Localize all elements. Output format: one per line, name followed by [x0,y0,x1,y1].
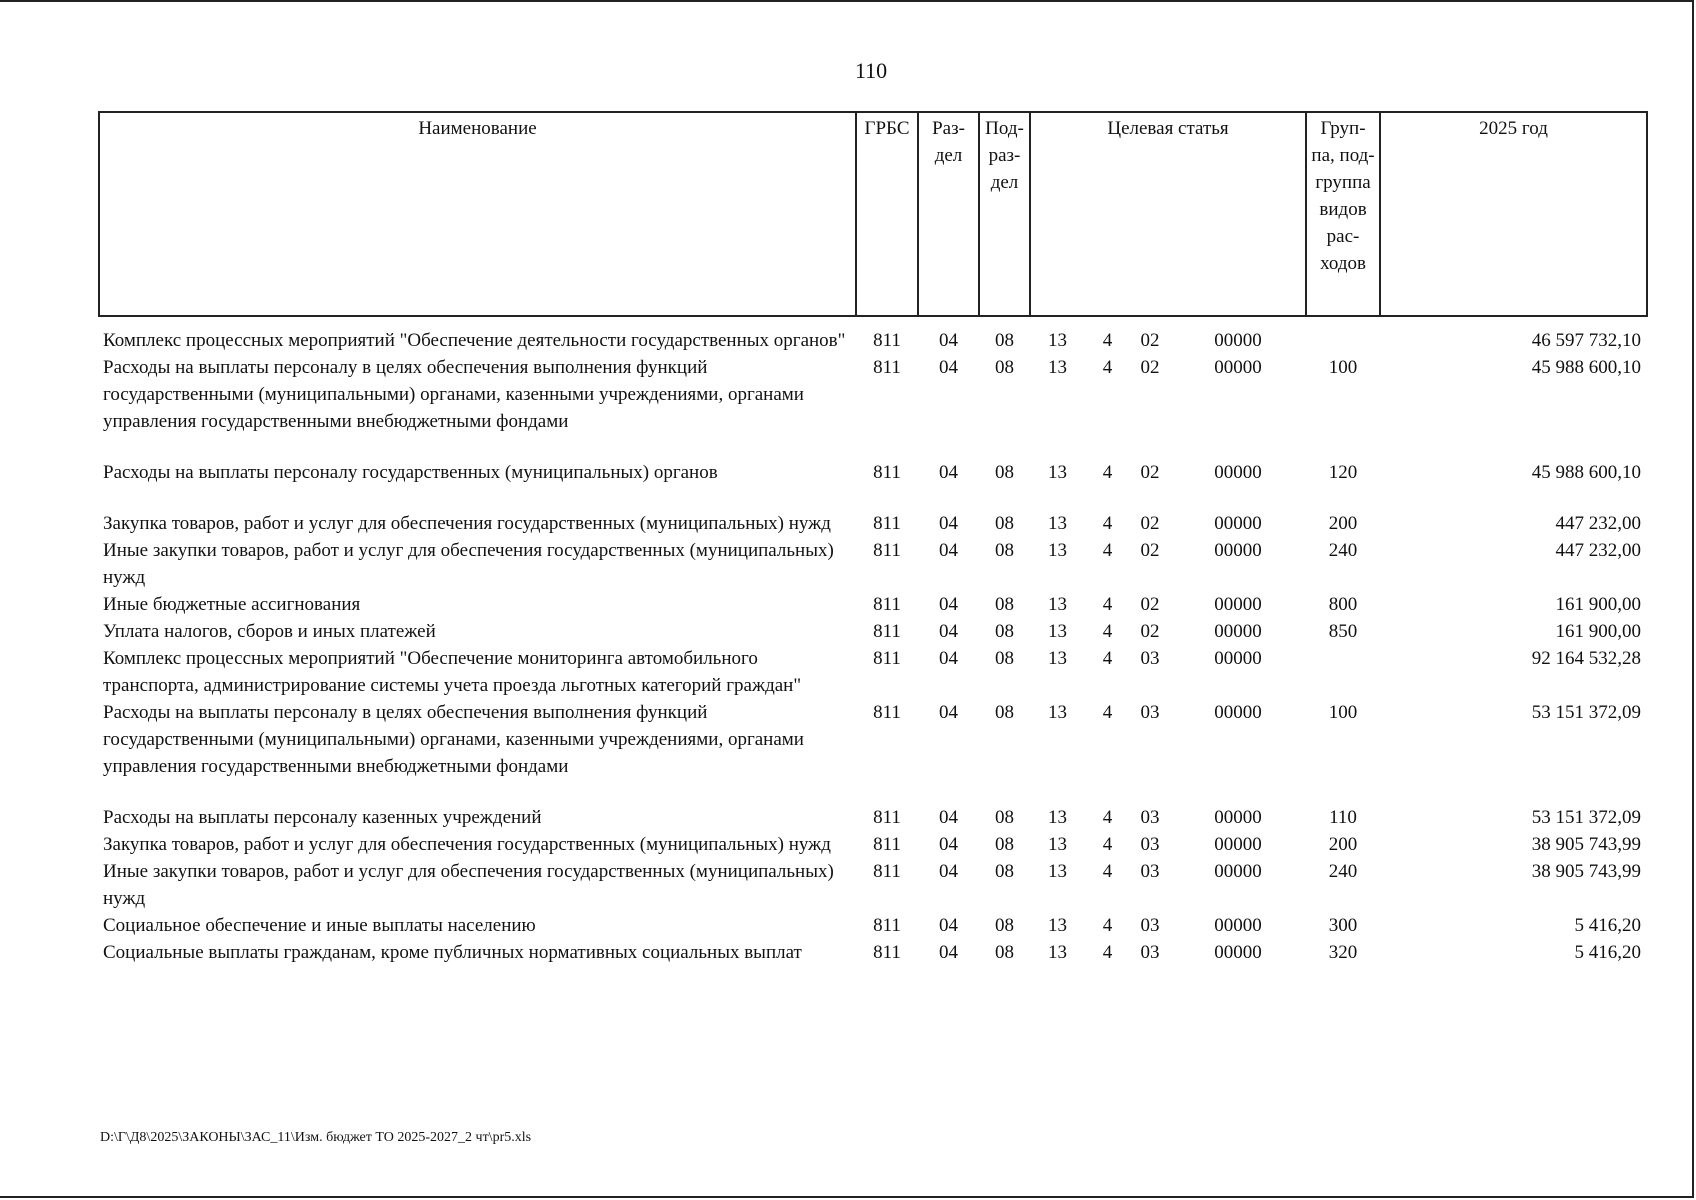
row-razdel: 04 [939,462,958,483]
row-grbs: 811 [873,834,901,855]
row-group: 800 [1328,594,1358,615]
row-name: Расходы на выплаты персоналу в целях обеспечения выполнения функций государственными (муниципальными) органами, казенными учреждениями, органами управления государственными внебюджетными фондами [103,702,804,777]
header-podrazdel: Под- раз- дел [979,112,1030,316]
row-razdel: 04 [939,330,958,351]
row-podrazdel: 08 [995,357,1014,378]
row-name: Комплекс процессных мероприятий "Обеспечение деятельности государственных органов" [103,330,846,351]
row-target-part1: 13 [1048,702,1067,723]
header-target: Целевая статья [1030,112,1306,316]
table-row [99,537,1647,591]
row-amount: 38 905 743,99 [1531,834,1642,855]
row-amount: 92 164 532,28 [1531,648,1642,669]
row-target-part2: 4 [1102,513,1113,534]
row-target-part4: 00000 [1214,834,1262,855]
row-target-part4: 00000 [1214,621,1262,642]
row-razdel: 04 [939,807,958,828]
row-name: Иные закупки товаров, работ и услуг для обеспечения государственных (муниципальных) нужд [103,861,834,909]
row-target-part3: 02 [1140,330,1160,351]
row-amount: 161 900,00 [1555,594,1642,615]
header-year: 2025 год [1380,112,1647,316]
table-row [99,912,1647,939]
row-razdel: 04 [939,648,958,669]
row-target-part2: 4 [1102,915,1113,936]
row-razdel: 04 [939,357,958,378]
row-target-part4: 00000 [1214,357,1262,378]
row-grbs: 811 [873,807,901,828]
row-target-part4: 00000 [1214,540,1262,561]
table-row [99,591,1647,618]
header-group: Груп- па, под- группа видов рас- ходов [1306,112,1380,316]
row-group: 300 [1328,915,1358,936]
row-grbs: 811 [873,621,901,642]
row-target-part1: 13 [1048,861,1067,882]
row-target-part2: 4 [1102,702,1113,723]
row-target-part3: 02 [1140,594,1160,615]
row-target-part1: 13 [1048,513,1067,534]
row-name: Закупка товаров, работ и услуг для обеспечения государственных (муниципальных) нужд [103,513,831,534]
row-podrazdel: 08 [995,648,1014,669]
row-group: 100 [1328,702,1358,723]
row-podrazdel: 08 [995,462,1014,483]
row-target-part3: 02 [1140,462,1160,483]
row-amount: 5 416,20 [1574,915,1642,936]
file-path-footer: D:\Г\Д8\2025\ЗАКОНЫ\ЗАС_11\Изм. бюджет ТО 2025-2027_2 чт\pr5.xls [100,1130,532,1145]
row-amount: 5 416,20 [1574,942,1642,963]
row-target-part4: 00000 [1214,594,1262,615]
row-name: Расходы на выплаты персоналу в целях обеспечения выполнения функций государственными (муниципальными) органами, казенными учреждениями, органами управления государственными внебюджетными фондами [103,357,804,432]
row-podrazdel: 08 [995,330,1014,351]
table-row [99,459,1647,510]
table-row [99,645,1647,699]
table-row [99,699,1647,804]
row-amount: 447 232,00 [1555,540,1642,561]
row-razdel: 04 [939,594,958,615]
table-row [99,316,1647,354]
row-amount: 38 905 743,99 [1531,861,1642,882]
row-group: 200 [1328,834,1358,855]
table-row [99,831,1647,858]
row-razdel: 04 [939,702,958,723]
row-target-part4: 00000 [1214,942,1262,963]
row-target-part2: 4 [1102,621,1113,642]
row-target-part4: 00000 [1214,861,1262,882]
row-target-part2: 4 [1102,357,1113,378]
row-podrazdel: 08 [995,540,1014,561]
row-group: 850 [1328,621,1358,642]
row-target-part4: 00000 [1214,915,1262,936]
header-name: Наименование [99,112,856,316]
row-name: Комплекс процессных мероприятий "Обеспечение мониторинга автомобильного транспорта, администрирование системы учета проезда льготных категорий граждан" [103,648,802,696]
row-razdel: 04 [939,861,958,882]
row-group: 240 [1328,861,1358,882]
row-target-part4: 00000 [1214,513,1262,534]
row-podrazdel: 08 [995,807,1014,828]
row-grbs: 811 [873,702,901,723]
row-group: 110 [1329,807,1357,828]
row-target-part1: 13 [1048,621,1067,642]
row-grbs: 811 [873,594,901,615]
row-target-part2: 4 [1102,807,1113,828]
table-row [99,858,1647,912]
row-target-part1: 13 [1048,807,1067,828]
row-target-part2: 4 [1102,942,1113,963]
row-amount: 45 988 600,10 [1531,357,1642,378]
row-name: Социальные выплаты гражданам, кроме публичных нормативных социальных выплат [103,942,802,963]
row-podrazdel: 08 [995,621,1014,642]
row-grbs: 811 [873,915,901,936]
row-amount: 53 151 372,09 [1531,807,1642,828]
row-grbs: 811 [873,357,901,378]
row-target-part1: 13 [1048,594,1067,615]
row-podrazdel: 08 [995,942,1014,963]
row-target-part2: 4 [1102,834,1113,855]
row-grbs: 811 [873,330,901,351]
row-target-part3: 03 [1140,834,1160,855]
row-podrazdel: 08 [995,834,1014,855]
row-target-part2: 4 [1102,330,1113,351]
row-target-part1: 13 [1048,330,1067,351]
table-row [99,804,1647,831]
row-target-part1: 13 [1048,357,1067,378]
page-number: 110 [855,58,888,83]
budget-table [98,111,1648,966]
row-grbs: 811 [873,648,901,669]
row-group: 200 [1328,513,1358,534]
row-amount: 45 988 600,10 [1531,462,1642,483]
row-target-part2: 4 [1102,540,1113,561]
header-grbs: ГРБС [856,112,918,316]
row-name: Закупка товаров, работ и услуг для обеспечения государственных (муниципальных) нужд [103,834,831,855]
table-body [99,316,1647,966]
row-podrazdel: 08 [995,915,1014,936]
row-target-part4: 00000 [1214,807,1262,828]
row-group [1306,316,1380,354]
row-target-part1: 13 [1048,648,1067,669]
row-target-part1: 13 [1048,462,1067,483]
row-podrazdel: 08 [995,513,1014,534]
row-target-part2: 4 [1102,861,1113,882]
row-group: 320 [1328,942,1358,963]
row-amount: 46 597 732,10 [1531,330,1642,351]
row-razdel: 04 [939,942,958,963]
row-target-part3: 02 [1140,357,1160,378]
row-razdel: 04 [939,915,958,936]
row-razdel: 04 [939,513,958,534]
row-target-part1: 13 [1048,915,1067,936]
row-name: Расходы на выплаты персоналу государственных (муниципальных) органов [103,462,718,483]
row-target-part3: 03 [1140,861,1160,882]
table-row [99,510,1647,537]
row-grbs: 811 [873,513,901,534]
row-target-part4: 00000 [1214,702,1262,723]
row-grbs: 811 [873,540,901,561]
row-grbs: 811 [873,942,901,963]
row-amount: 53 151 372,09 [1531,702,1642,723]
row-group: 100 [1328,357,1358,378]
row-name: Иные закупки товаров, работ и услуг для обеспечения государственных (муниципальных) нужд [103,540,834,588]
row-razdel: 04 [939,540,958,561]
row-target-part2: 4 [1102,648,1113,669]
row-target-part4: 00000 [1214,462,1262,483]
row-grbs: 811 [873,462,901,483]
row-name: Расходы на выплаты персоналу казенных учреждений [103,807,542,828]
row-target-part4: 00000 [1214,648,1262,669]
row-podrazdel: 08 [995,594,1014,615]
row-target-part1: 13 [1048,540,1067,561]
row-razdel: 04 [939,834,958,855]
row-target-part2: 4 [1102,594,1113,615]
row-group: 240 [1328,540,1358,561]
row-target-part3: 02 [1140,513,1160,534]
row-target-part3: 03 [1140,648,1160,669]
row-name: Иные бюджетные ассигнования [103,594,361,615]
row-name: Социальное обеспечение и иные выплаты населению [103,915,536,936]
row-grbs: 811 [873,861,901,882]
row-podrazdel: 08 [995,861,1014,882]
header-razdel: Раз- дел [918,112,979,316]
row-target-part3: 02 [1140,540,1160,561]
row-amount: 161 900,00 [1555,621,1642,642]
row-razdel: 04 [939,621,958,642]
row-group: 120 [1328,462,1358,483]
row-target-part3: 03 [1140,702,1160,723]
row-target-part1: 13 [1048,834,1067,855]
table-header-row [99,112,1647,316]
row-podrazdel: 08 [995,702,1014,723]
row-target-part3: 03 [1140,942,1160,963]
row-group [1306,645,1380,699]
row-name: Уплата налогов, сборов и иных платежей [103,621,436,642]
table-row [99,618,1647,645]
row-target-part1: 13 [1048,942,1067,963]
row-target-part3: 03 [1140,915,1160,936]
table-row [99,354,1647,459]
row-target-part3: 02 [1140,621,1160,642]
row-amount: 447 232,00 [1555,513,1642,534]
row-target-part3: 03 [1140,807,1160,828]
row-target-part2: 4 [1102,462,1113,483]
row-target-part4: 00000 [1214,330,1262,351]
table-row [99,939,1647,966]
